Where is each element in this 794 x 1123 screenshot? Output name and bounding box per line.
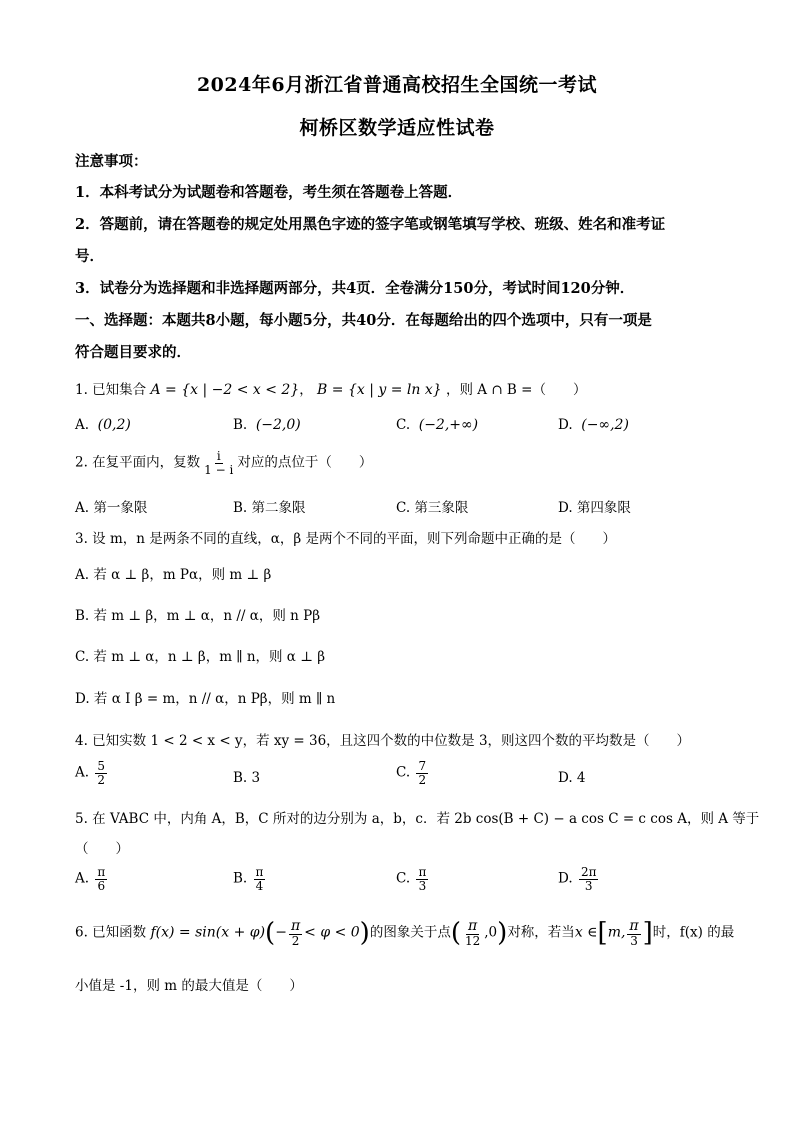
question-5: 5. 在 VABC 中，内角 A，B，C 所对的边分别为 a，b，c．若 2b cos(B + C) − a cos C = c cos A，则 A 等于 — [75, 811, 760, 827]
q5-option-d: D. $\frac{2\pi}{3}$ — [558, 865, 597, 893]
notice-item-3: 3．试卷分为选择题和非选择题两部分，共4页．全卷满分150分，考试时间120分钟． — [75, 280, 635, 297]
q1-prefix: 1. 已知集合 — [75, 382, 147, 398]
notice-item-2-cont: 号． — [75, 248, 104, 265]
q6-function: f(x) = sin(x + φ) — [150, 924, 266, 941]
q6-end: 时，f(x) 的最 — [652, 924, 735, 941]
q6-mid: 的图象关于点 — [369, 924, 451, 941]
question-1 — [75, 378, 586, 398]
question-3: 3. 设 m，n 是两条不同的直线，α，β 是两个不同的平面，则下列命题中正确的是（ ） — [75, 531, 616, 547]
q1-option-a: A. (0,2) — [75, 417, 131, 433]
q4-option-a: A. $\frac{5}{2}$ — [75, 759, 105, 787]
q3-option-d: D. 若 α I β = m，n // α，n Pβ，则 m ∥ n — [75, 691, 336, 707]
q2-suffix: 对应的点位于（ ） — [237, 454, 373, 471]
q5-option-a: A. $\frac{\pi}{6}$ — [75, 865, 106, 893]
q2-prefix: 2. 在复平面内，复数 — [75, 454, 201, 471]
q1-sep: ， — [299, 382, 313, 398]
notice-item-2: 2．答题前，请在答题卷的规定处用黑色字迹的签字笔或钢笔填写学校、班级、姓名和准考证 — [75, 216, 666, 233]
q1-option-b: B. (−2,0) — [233, 417, 301, 433]
q6-prefix: 6. 已知函数 — [75, 924, 147, 941]
q4-option-b: B. 3 — [233, 770, 261, 786]
q6-x-in: x ∈ — [574, 924, 598, 941]
exam-title: 2024年6月浙江省普通高校招生全国统一考试 — [196, 74, 598, 96]
q6-point: ,0 — [484, 924, 498, 941]
q6-condition: < φ < 0 — [304, 924, 360, 941]
section-heading: 一、选择题：本题共8小题，每小题5分，共40分．在每题给出的四个选项中，只有一项是 — [75, 312, 652, 329]
exam-subtitle: 柯桥区数学适应性试卷 — [299, 117, 495, 139]
q2-fraction: $\frac{i}{1 - i}$ — [204, 449, 234, 477]
question-6-cont: 小值是 -1，则 m 的最大值是（ ） — [75, 978, 303, 994]
q5-option-c: C. $\frac{\pi}{3}$ — [396, 865, 427, 893]
q2-option-b: B. 第二象限 — [233, 500, 306, 516]
q1-suffix: ，则 A ∩ B =（ ） — [445, 382, 587, 398]
q1-set-b: B = {x | y = ln x} — [317, 382, 442, 398]
q4-option-d: D. 4 — [558, 770, 586, 786]
q6-mid2: 对称，若当 — [507, 924, 575, 941]
q4-option-c: C. $\frac{7}{2}$ — [396, 759, 427, 787]
q1-set-a: A = {x | −2 < x < 2} — [150, 382, 300, 398]
q3-option-a: A. 若 α ⊥ β，m Pα，则 m ⊥ β — [75, 567, 272, 583]
notice-item-1: 1．本科考试分为试题卷和答题卷，考生须在答题卷上答题． — [75, 184, 463, 201]
q1-option-c: C. (−2,+∞) — [396, 417, 479, 433]
q2-option-c: C. 第三象限 — [396, 500, 469, 516]
q3-option-c: C. 若 m ⊥ α，n ⊥ β，m ∥ n，则 α ⊥ β — [75, 649, 326, 665]
q3-option-b: B. 若 m ⊥ β，m ⊥ α，n // α，则 n Pβ — [75, 608, 321, 624]
q2-option-a: A. 第一象限 — [75, 500, 148, 516]
section-heading-cont: 符合题目要求的． — [75, 344, 191, 361]
question-4: 4. 已知实数 1 < 2 < x < y，若 xy = 36，且这四个数的中位数是 3，则这四个数的平均数是（ ） — [75, 733, 691, 749]
q1-option-d: D. (−∞,2) — [558, 417, 629, 433]
question-5-cont: （ ） — [75, 841, 129, 857]
q2-option-d: D. 第四象限 — [558, 500, 631, 516]
q5-option-b: B. $\frac{\pi}{4}$ — [233, 865, 264, 893]
question-6: 6. 已知函数 f(x) = sin(x + φ)(− $\frac{\pi}{2}$ < φ < 0)的图象关于点( $\frac{\pi}{12}$ ,0)对称，若当x ∈[m, $\frac{\pi}{3}$ ]时，f(x) 的最 — [75, 917, 735, 948]
notice-heading: 注意事项： — [75, 153, 148, 170]
question-2 — [75, 450, 372, 476]
